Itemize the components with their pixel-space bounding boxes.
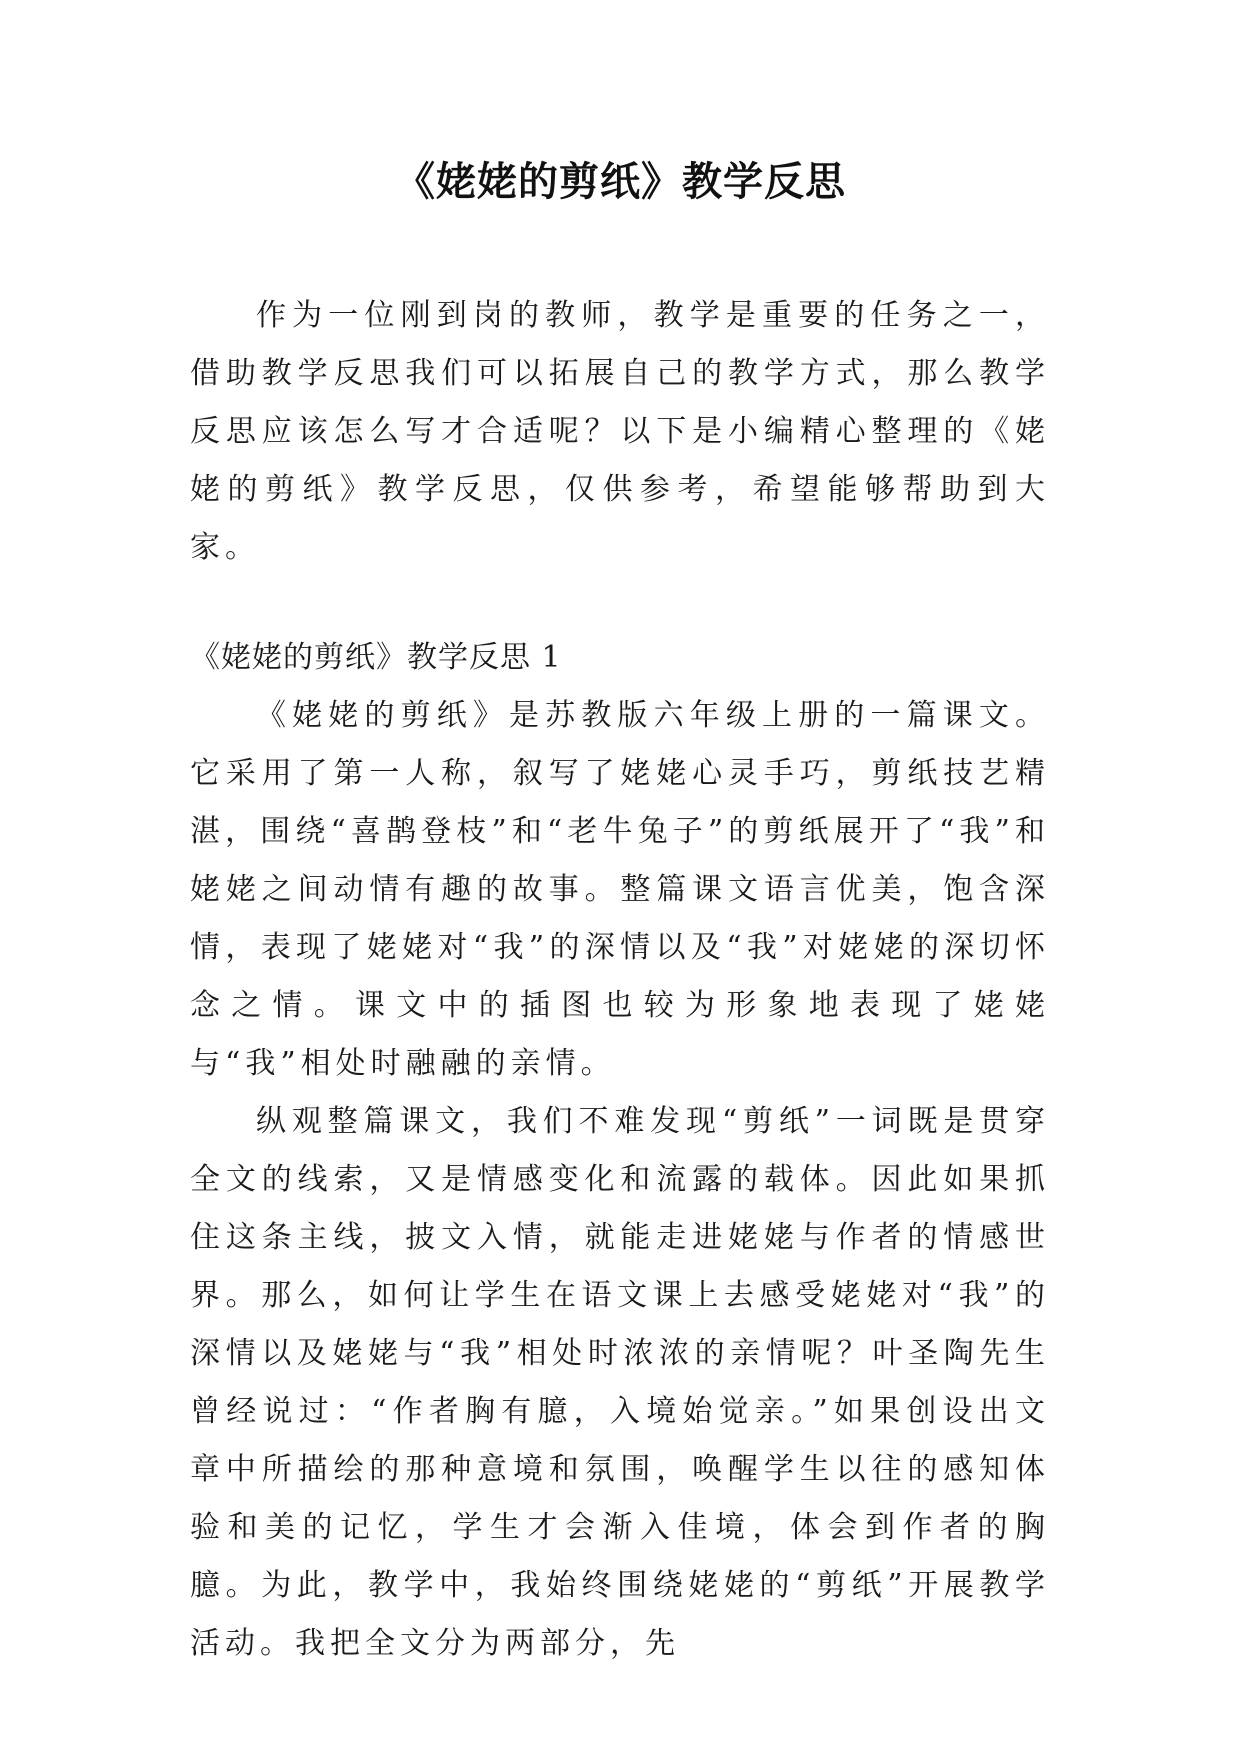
section-heading: 《姥姥的剪纸》教学反思 1	[190, 640, 562, 675]
document-title: 《姥姥的剪纸》教学反思	[395, 159, 846, 205]
document-body	[190, 287, 1050, 1673]
body-paragraph: 纵观整篇课文，我们不难发现“剪纸”一词既是贯穿全文的线索，又是情感变化和流露的载体。因此如果抓住这条主线，披文入情，就能走进姥姥与作者的情感世界。那么，如何让学生在语文课上去感受姥姥对“我”的深情以及姥姥与“我”相处时浓浓的亲情呢？叶圣陶先生曾经说过：“作者胸有臆，入境始觉亲。”如果创设出文章中所描绘的那种意境和氛围，唤醒学生以往的感知体验和美的记忆，学生才会渐入佳境，体会到作者的胸臆。为此，教学中，我始终围绕姥姥的“剪纸”开展教学活动。我把全文分为两部分，先	[190, 1104, 1050, 1661]
body-paragraph: 《姥姥的剪纸》是苏教版六年级上册的一篇课文。它采用了第一人称，叙写了姥姥心灵手巧，剪纸技艺精湛，围绕“喜鹊登枝”和“老牛兔子”的剪纸展开了“我”和姥姥之间动情有趣的故事。整篇课文语言优美，饱含深情，表现了姥姥对“我”的深情以及“我”对姥姥的深切怀念之情。课文中的插图也较为形象地表现了姥姥与“我”相处时融融的亲情。	[190, 698, 1050, 1081]
intro-paragraph: 作为一位刚到岗的教师，教学是重要的任务之一，借助教学反思我们可以拓展自己的教学方式，那么教学反思应该怎么写才合适呢？以下是小编精心整理的《姥姥的剪纸》教学反思，仅供参考，希望能够帮助到大家。	[190, 298, 1050, 565]
